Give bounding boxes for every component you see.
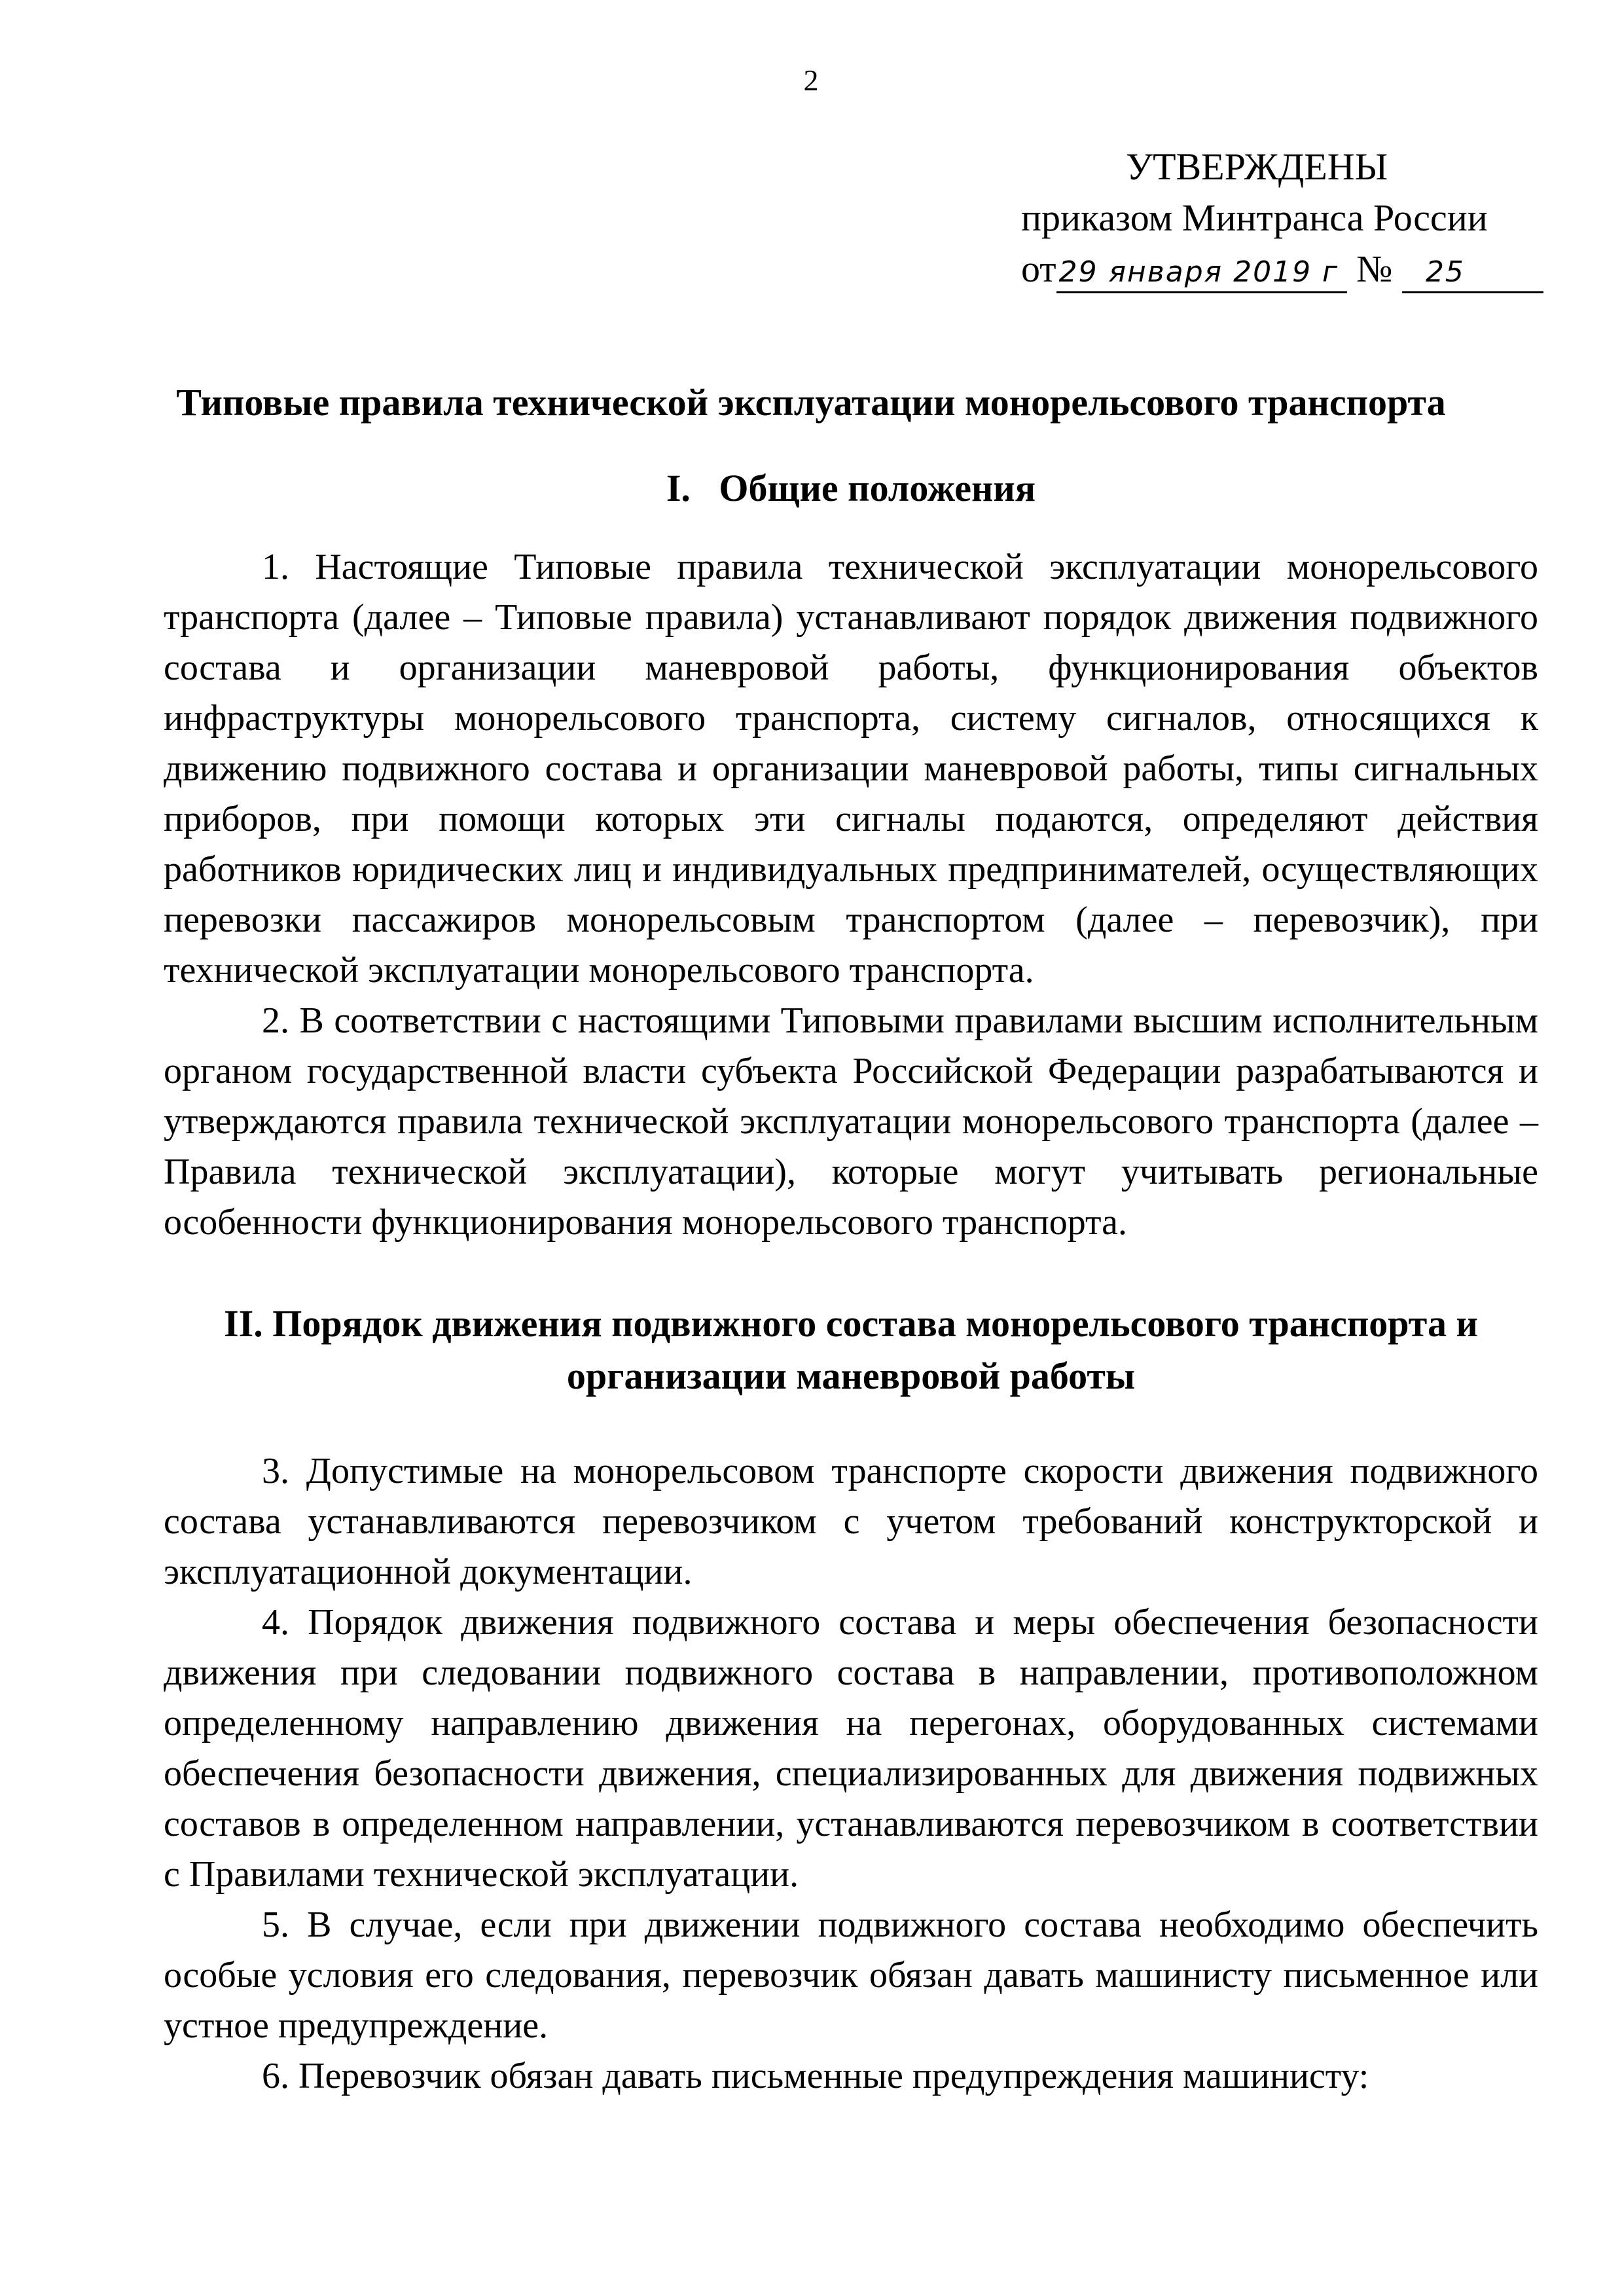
paragraph: 2. В соответствии с настоящими Типовыми правилами высшим исполнительным органом государственной власти субъекта Российской Федерации разрабатываются и утверждаются правила технической эксплуатации монорельсового транспорта (далее – Правила технической эксплуатации), которые могут учитывать региональные особенности функционирования монорельсового транспорта.: [164, 1000, 1538, 1243]
section-movement-body: [164, 1446, 1538, 2102]
document-title: Типовые правила технической эксплуатации монорельсового транспорта: [176, 381, 1446, 424]
paragraph: 6. Перевозчик обязан давать письменные предупреждения машинисту:: [262, 2056, 1369, 2096]
page-number: 2: [803, 64, 819, 97]
paragraph: 3. Допустимые на монорельсовом транспорте скорости движения подвижного состава устанавливаются перевозчиком с учетом требований конструкторской и эксплуатационной документации.: [164, 1451, 1538, 1592]
section-heading-movement: II. Порядок движения подвижного состава монорельсового транспорта и организации маневровой работы: [224, 1302, 1478, 1397]
paragraph: 5. В случае, если при движении подвижного состава необходимо обеспечить особые условия его следования, перевозчик обязан давать машинисту письменное или устное предупреждение.: [164, 1904, 1538, 2046]
number-prefix: №: [1356, 247, 1393, 290]
handwritten-date: 29 января 2019 г: [1056, 253, 1347, 293]
section-general-body: [164, 542, 1538, 1248]
section-heading-general: I. Общие положения: [666, 467, 1036, 509]
approval-title: УТВЕРЖДЕНЫ: [1126, 145, 1388, 188]
approval-issuer: приказом Минтранса России: [1021, 196, 1488, 239]
approval-date-line: [1021, 243, 1543, 295]
handwritten-number: 25: [1402, 253, 1543, 293]
paragraph: 1. Настоящие Типовые правила технической эксплуатации монорельсового транспорта (далее – Типовые правила) устанавливают порядок движения подвижного состава и организации маневровой работы, функционирования объектов инфраструктуры монорельсового транспорта, систему сигналов, относящихся к движению подвижного состава и организации маневровой работы, типы сигнальных приборов, при помощи которых эти сигналы подаются, определяют действия работников юридических лиц и индивидуальных предпринимателей, осуществляющих перевозки пассажиров монорельсовым транспортом (далее – перевозчик), при технической эксплуатации монорельсового транспорта.: [164, 547, 1538, 991]
paragraph: 4. Порядок движения подвижного состава и меры обеспечения безопасности движения при следовании подвижного состава в направлении, противоположном определенному направлению движения на перегонах, оборудованных системами обеспечения безопасности движения, специализированных для движения подвижных составов в определенном направлении, устанавливаются перевозчиком в соответствии с Правилами технической эксплуатации.: [164, 1602, 1538, 1895]
date-prefix: от: [1021, 247, 1056, 290]
